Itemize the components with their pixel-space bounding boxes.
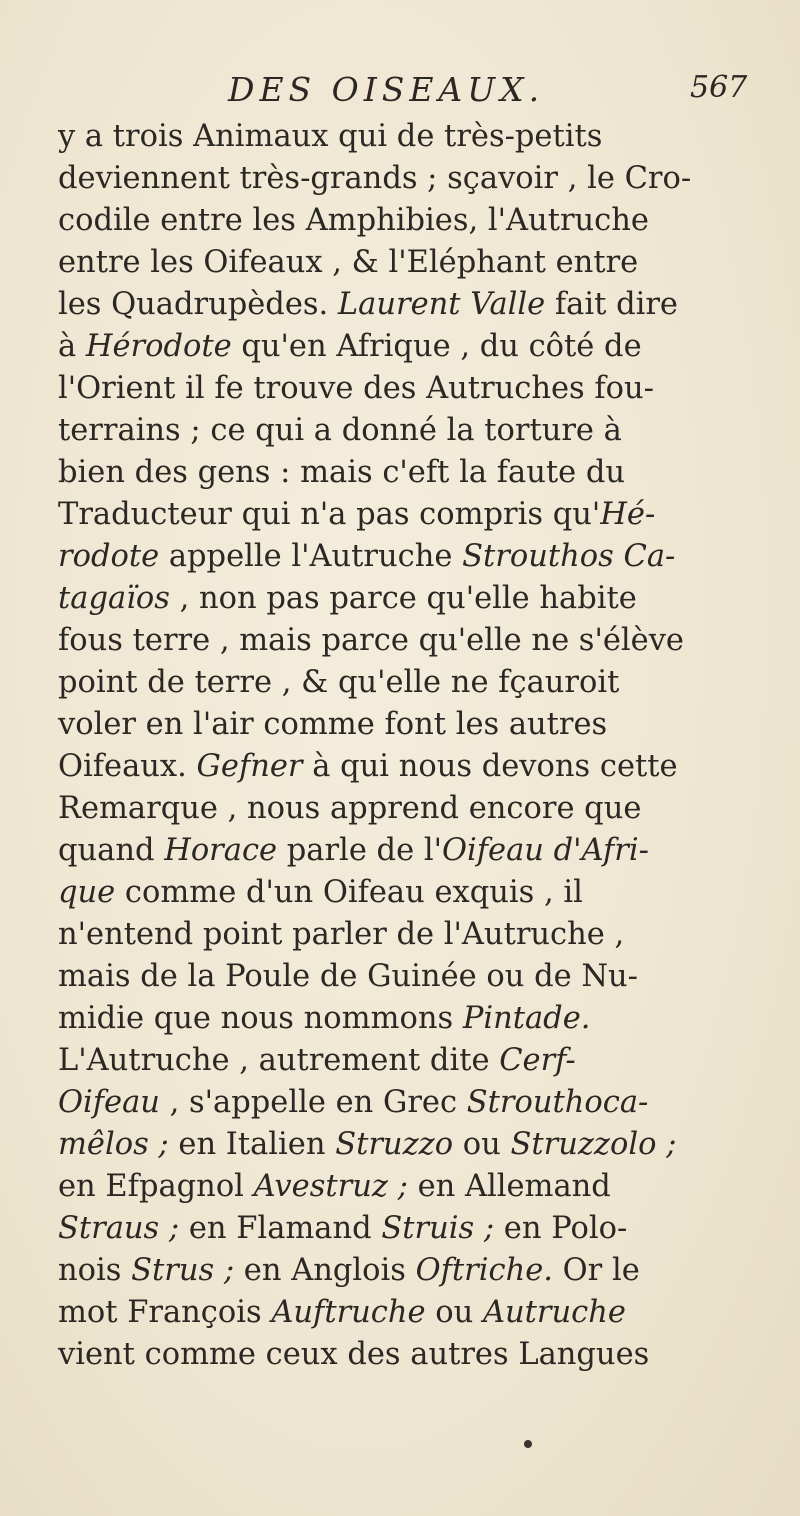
roman-text: voler en l'air comme font les autres xyxy=(58,707,608,742)
roman-text: Traducteur qui n'a pas compris qu' xyxy=(58,497,601,532)
italic-text: rodote xyxy=(58,539,160,574)
text-line xyxy=(58,704,778,746)
roman-text: , non pas parce qu'elle habite xyxy=(169,581,637,616)
italic-text: Cerf- xyxy=(499,1043,576,1078)
italic-text: Auftruche xyxy=(271,1295,426,1330)
text-line xyxy=(58,368,778,410)
italic-text: Hé- xyxy=(600,497,656,532)
roman-text: n'entend point parler de l'Autruche , xyxy=(58,917,625,952)
text-line xyxy=(58,1040,778,1082)
roman-text: y a trois Animaux qui de très-petits xyxy=(58,119,603,154)
roman-text: en Allemand xyxy=(407,1169,611,1204)
italic-text: Horace xyxy=(164,833,278,868)
text-line xyxy=(58,578,778,620)
text-line xyxy=(58,536,778,578)
roman-text: terrains ; ce qui a donné la torture à xyxy=(58,413,622,448)
roman-text: vient comme ceux des autres Langues xyxy=(58,1337,650,1372)
roman-text: mot François xyxy=(58,1295,272,1330)
text-line xyxy=(58,914,778,956)
roman-text: en Flamand xyxy=(179,1211,382,1246)
text-line xyxy=(58,998,778,1040)
roman-text: les Quadrupèdes. xyxy=(58,287,338,322)
text-line xyxy=(58,1334,778,1376)
italic-text: Oftriche. xyxy=(415,1253,553,1288)
italic-text: tagaïos xyxy=(58,581,170,616)
roman-text: comme d'un Oifeau exquis , il xyxy=(115,875,583,910)
text-line xyxy=(58,956,778,998)
text-line xyxy=(58,746,778,788)
roman-text: nois xyxy=(58,1253,132,1288)
text-line xyxy=(58,1292,778,1334)
italic-text: Hérodote xyxy=(85,329,232,364)
text-line xyxy=(58,830,778,872)
text-line xyxy=(58,1082,778,1124)
italic-text: Autruche xyxy=(482,1295,626,1330)
roman-text: appelle l'Autruche xyxy=(159,539,463,574)
body-text xyxy=(58,116,778,1376)
roman-text: l'Orient il fe trouve des Autruches fou- xyxy=(58,371,654,406)
text-line xyxy=(58,158,778,200)
italic-text: Strouthos Ca- xyxy=(462,539,676,574)
italic-text: Strouthoca- xyxy=(466,1085,649,1120)
roman-text: en Anglois xyxy=(234,1253,416,1288)
text-line xyxy=(58,1124,778,1166)
italic-text: Pintade. xyxy=(462,1001,591,1036)
text-line xyxy=(58,410,778,452)
roman-text: à xyxy=(58,329,86,364)
roman-text: , s'appelle en Grec xyxy=(159,1085,467,1120)
text-line xyxy=(58,116,778,158)
text-line xyxy=(58,200,778,242)
page-header xyxy=(0,70,800,120)
roman-text: en Polo- xyxy=(494,1211,628,1246)
italic-text: Struzzo xyxy=(335,1127,454,1162)
text-line xyxy=(58,242,778,284)
roman-text: deviennent très-grands ; sçavoir , le Cro- xyxy=(58,161,692,196)
italic-text: Struzzolo ; xyxy=(510,1127,677,1162)
italic-text: Oifeau d'Afri- xyxy=(441,833,649,868)
text-line xyxy=(58,284,778,326)
roman-text: quand xyxy=(58,833,165,868)
roman-text: en Efpagnol xyxy=(58,1169,254,1204)
roman-text: entre les Oifeaux , & l'Eléphant entre xyxy=(58,245,639,280)
roman-text: midie que nous nommons xyxy=(58,1001,463,1036)
roman-text: point de terre , & qu'elle ne fçauroit xyxy=(58,665,620,700)
roman-text: mais de la Poule de Guinée ou de Nu- xyxy=(58,959,638,994)
running-title: DES OISEAUX. xyxy=(228,70,545,109)
text-line xyxy=(58,620,778,662)
roman-text: en Italien xyxy=(168,1127,336,1162)
roman-text: Oifeaux. xyxy=(58,749,197,784)
roman-text: ou xyxy=(453,1127,511,1162)
roman-text: à qui nous devons cette xyxy=(302,749,678,784)
text-line xyxy=(58,326,778,368)
roman-text: fous terre , mais parce qu'elle ne s'élève xyxy=(58,623,684,658)
roman-text: fait dire xyxy=(545,287,678,322)
italic-text: Avestruz ; xyxy=(253,1169,408,1204)
italic-text: que xyxy=(58,875,116,910)
text-line xyxy=(58,1208,778,1250)
roman-text: qu'en Afrique , du côté de xyxy=(231,329,642,364)
italic-text: Struis ; xyxy=(381,1211,495,1246)
roman-text: codile entre les Amphibies, l'Autruche xyxy=(58,203,649,238)
italic-text: Straus ; xyxy=(58,1211,180,1246)
roman-text: ou xyxy=(425,1295,483,1330)
text-line xyxy=(58,662,778,704)
roman-text: parle de l' xyxy=(277,833,442,868)
page-number: 567 xyxy=(690,70,748,105)
roman-text: bien des gens : mais c'eft la faute du xyxy=(58,455,626,490)
roman-text: L'Autruche , autrement dite xyxy=(58,1043,500,1078)
text-line xyxy=(58,872,778,914)
text-line xyxy=(58,788,778,830)
text-line xyxy=(58,1166,778,1208)
ink-dot xyxy=(524,1440,532,1448)
text-line xyxy=(58,1250,778,1292)
italic-text: Gefner xyxy=(196,749,303,784)
italic-text: Laurent Valle xyxy=(337,287,546,322)
text-line xyxy=(58,494,778,536)
italic-text: Oifeau xyxy=(58,1085,160,1120)
roman-text: Or le xyxy=(552,1253,640,1288)
text-line xyxy=(58,452,778,494)
italic-text: Strus ; xyxy=(131,1253,235,1288)
italic-text: mêlos ; xyxy=(58,1127,169,1162)
roman-text: Remarque , nous apprend encore que xyxy=(58,791,642,826)
